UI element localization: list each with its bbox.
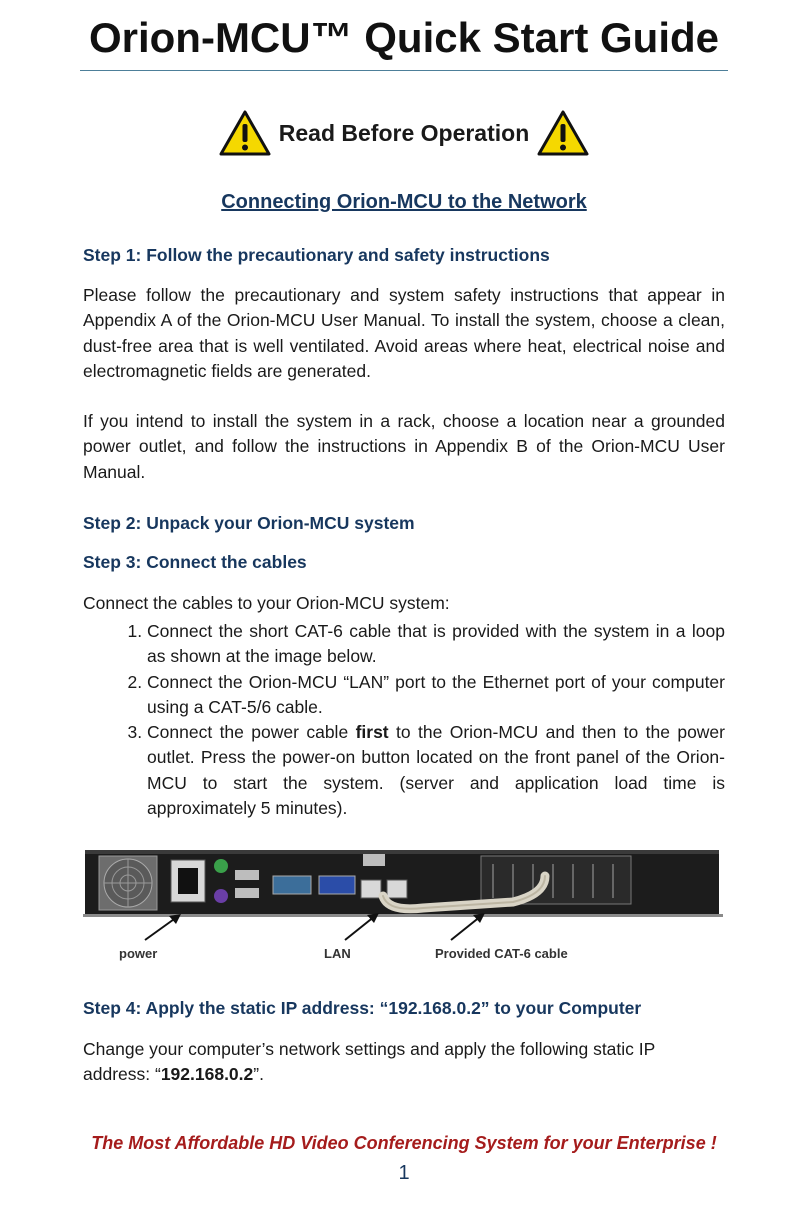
- step3-list: [83, 619, 725, 821]
- step1-paragraph-1: Please follow the precautionary and system safety instructions that appear in Appendix A of the Orion-MCU User Manual. To install the system, choose a clean, dust-free area that is well ventilated. Avoid areas where heat, electrical noise and electromagnetic fields are generated.: [83, 285, 725, 381]
- figure-label-power: power: [119, 946, 158, 961]
- step4-text: [83, 1037, 725, 1088]
- emphasis-first: first: [355, 722, 389, 743]
- warning-triangle-icon: [219, 109, 271, 157]
- warning-banner: [0, 106, 808, 160]
- list-item-text: Connect the power cable: [147, 722, 356, 743]
- step4-heading: Step 4: Apply the static IP address: “192.168.0.2” to your Computer: [83, 998, 642, 1018]
- step4-text-pre: Change your computer’s network settings and apply the following static IP address: “: [83, 1039, 655, 1085]
- footer-tagline: The Most Affordable HD Video Conferencing System for your Enterprise !: [91, 1133, 717, 1153]
- step4-text-post: ”.: [253, 1064, 264, 1085]
- page-title: Orion-MCU™ Quick Start Guide: [88, 14, 720, 61]
- warning-text: Read Before Operation: [278, 119, 530, 146]
- step1-heading: Step 1: Follow the precautionary and safety instructions: [83, 245, 550, 265]
- warning-triangle-icon: [537, 109, 589, 157]
- step3-heading: Step 3: Connect the cables: [83, 552, 307, 572]
- title-divider: [80, 70, 728, 71]
- list-item: [147, 720, 725, 821]
- list-item: 1. Connect the short CAT-6 cable that is provided with the system in a loop as shown at the image below.: [147, 619, 725, 670]
- step1-paragraph-2: If you intend to install the system in a rack, choose a location near a grounded power outlet, and follow the instructions in Appendix B of the Orion-MCU User Manual.: [83, 411, 725, 482]
- list-item: 2. Connect the Orion-MCU “LAN” port to the Ethernet port of your computer using a CAT-5/6 cable.: [147, 670, 725, 721]
- rear-panel-figure: [83, 846, 723, 966]
- list-item-text: to the Orion-MCU and then to the power outlet. Press the power-on button located on the front panel of the Orion-MCU to start the system. (server and application load time is approximately 5 minutes).: [147, 722, 725, 819]
- step3-intro: Connect the cables to your Orion-MCU system:: [83, 593, 450, 613]
- figure-label-cable: Provided CAT-6 cable: [435, 946, 568, 961]
- static-ip-value: 192.168.0.2: [160, 1064, 254, 1085]
- section-title: Connecting Orion-MCU to the Network: [221, 191, 587, 213]
- figure-label-lan: LAN: [324, 946, 351, 961]
- rear-panel-photo: [83, 846, 723, 966]
- page-number: 1: [398, 1162, 410, 1184]
- step2-heading: Step 2: Unpack your Orion-MCU system: [83, 513, 415, 533]
